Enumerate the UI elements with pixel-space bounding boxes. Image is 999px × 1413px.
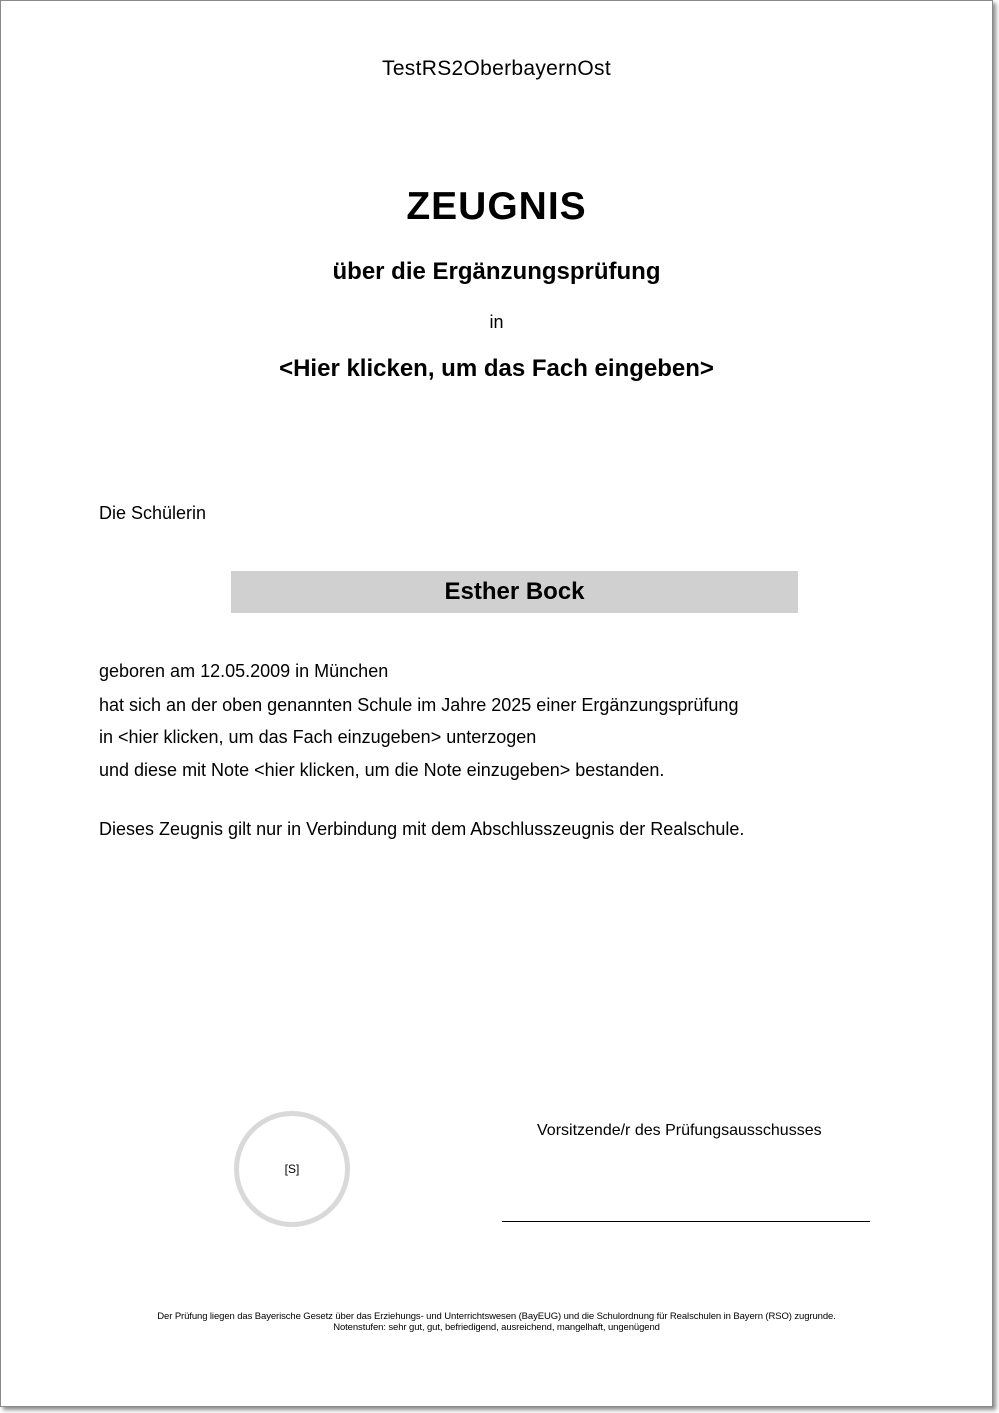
- footer-grade-scale: Notenstufen: sehr gut, gut, befriedigend, ausreichend, mangelhaft, ungenügend: [333, 1322, 660, 1333]
- footer-legal-note: Der Prüfung liegen das Bayerische Gesetz über das Erziehungs- und Unterrichtswesen (BayEUG) und die Schulordnung für Realschulen in Bayern (RSO) zugrunde.: [157, 1311, 836, 1322]
- subject-line[interactable]: in <hier klicken, um das Fach einzugeben> unterzogen: [99, 727, 537, 747]
- seal-label: [S]: [284, 1162, 300, 1176]
- school-seal: [234, 1111, 350, 1227]
- signature-line: [502, 1221, 870, 1222]
- validity-note: Dieses Zeugnis gilt nur in Verbindung mit dem Abschlusszeugnis der Realschule.: [99, 819, 745, 839]
- signature-label: Vorsitzende/r des Prüfungsausschusses: [537, 1122, 822, 1139]
- in-word: in: [489, 312, 504, 332]
- subject-placeholder-field[interactable]: <Hier klicken, um das Fach eingeben>: [279, 355, 714, 382]
- document-subtitle: über die Ergänzungsprüfung: [332, 258, 661, 285]
- school-name: TestRS2OberbayernOst: [382, 57, 611, 80]
- pupil-name-field[interactable]: Esther Bock: [231, 571, 798, 613]
- exam-year-line: hat sich an der oben genannten Schule im Jahre 2025 einer Ergänzungsprüfung: [99, 695, 739, 715]
- birth-line: geboren am 12.05.2009 in München: [99, 661, 389, 681]
- pupil-label: Die Schülerin: [99, 503, 207, 523]
- document-title: ZEUGNIS: [406, 185, 587, 228]
- grade-line[interactable]: und diese mit Note <hier klicken, um die Note einzugeben> bestanden.: [99, 760, 665, 780]
